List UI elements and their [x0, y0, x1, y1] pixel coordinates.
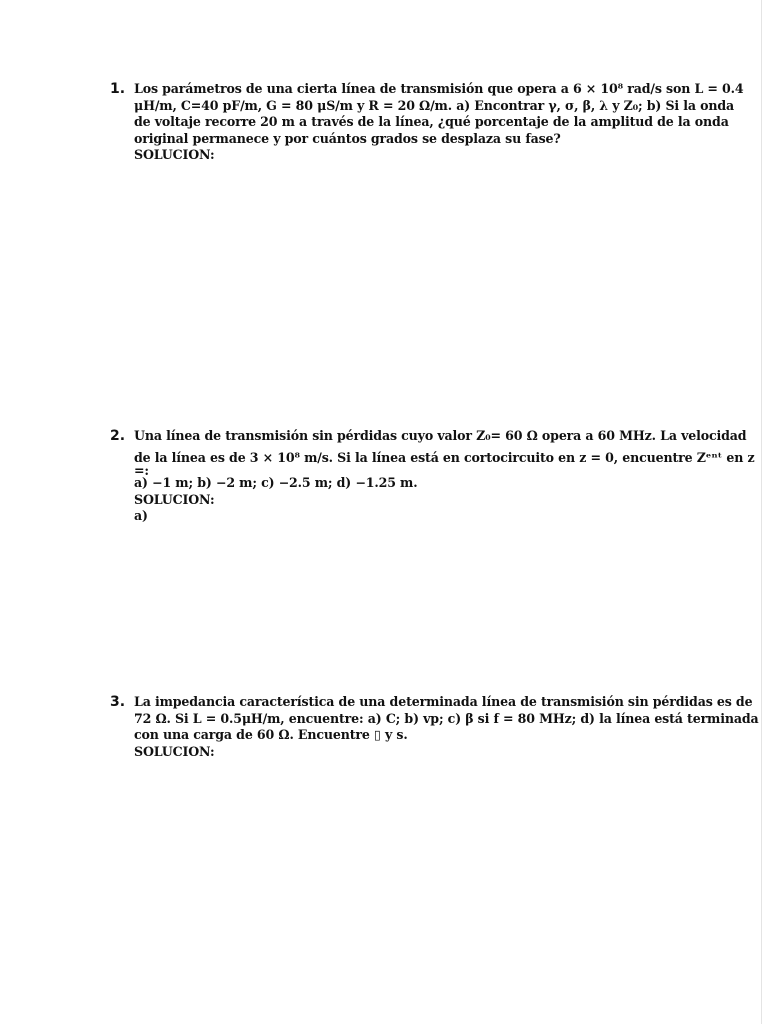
problem-line: Los parámetros de una cierta línea de transmisión que opera a 6 × 10⁸ rad/s son L = 0.4	[134, 81, 744, 96]
problem-number: 1.	[110, 81, 126, 97]
problem-number: 3.	[110, 694, 126, 710]
problem-line: La impedancia característica de una determinada línea de transmisión sin pérdidas es de	[134, 694, 753, 709]
problem-line: μH/m, C=40 pF/m, G = 80 μS/m y R = 20 Ω/m. a) Encontrar γ, σ, β, λ y Z₀; b) Si la onda	[134, 97, 735, 113]
problem-3	[110, 694, 759, 760]
problem-line: =:	[134, 463, 149, 478]
problem-line: de la línea es de 3 × 10⁸ m/s. Si la línea está en cortocircuito en z = 0, encuentre Zᵉⁿᵗ en z	[134, 449, 755, 465]
page-edge-divider	[761, 0, 762, 1024]
problem-line: a) −1 m; b) −2 m; c) −2.5 m; d) −1.25 m.	[134, 475, 418, 490]
problem-line: con una carga de 60 Ω. Encuentre ▯ y s.	[134, 727, 408, 742]
problem-line: de voltaje recorre 20 m a través de la línea, ¿qué porcentaje de la amplitud de la onda	[134, 114, 729, 129]
solution-label: SOLUCION:	[134, 743, 215, 759]
problem-2	[110, 428, 755, 525]
solution-label: SOLUCION:	[134, 491, 215, 507]
problem-line: 72 Ω. Si L = 0.5μH/m, encuentre: a) C; b) vp; c) β si f = 80 MHz; d) la línea está terminada	[134, 710, 759, 726]
solution-label: SOLUCION:	[134, 147, 215, 162]
problem-text	[134, 694, 759, 760]
problem-1	[110, 81, 744, 164]
problem-line: original permanece y por cuántos grados se desplaza su fase?	[134, 130, 561, 146]
problem-line: Una línea de transmisión sin pérdidas cuyo valor Z₀= 60 Ω opera a 60 MHz. La velocidad	[134, 428, 747, 443]
sub-answer-label: a)	[134, 508, 148, 523]
problem-text	[134, 428, 755, 525]
problem-text	[134, 81, 744, 164]
problem-number: 2.	[110, 428, 126, 444]
